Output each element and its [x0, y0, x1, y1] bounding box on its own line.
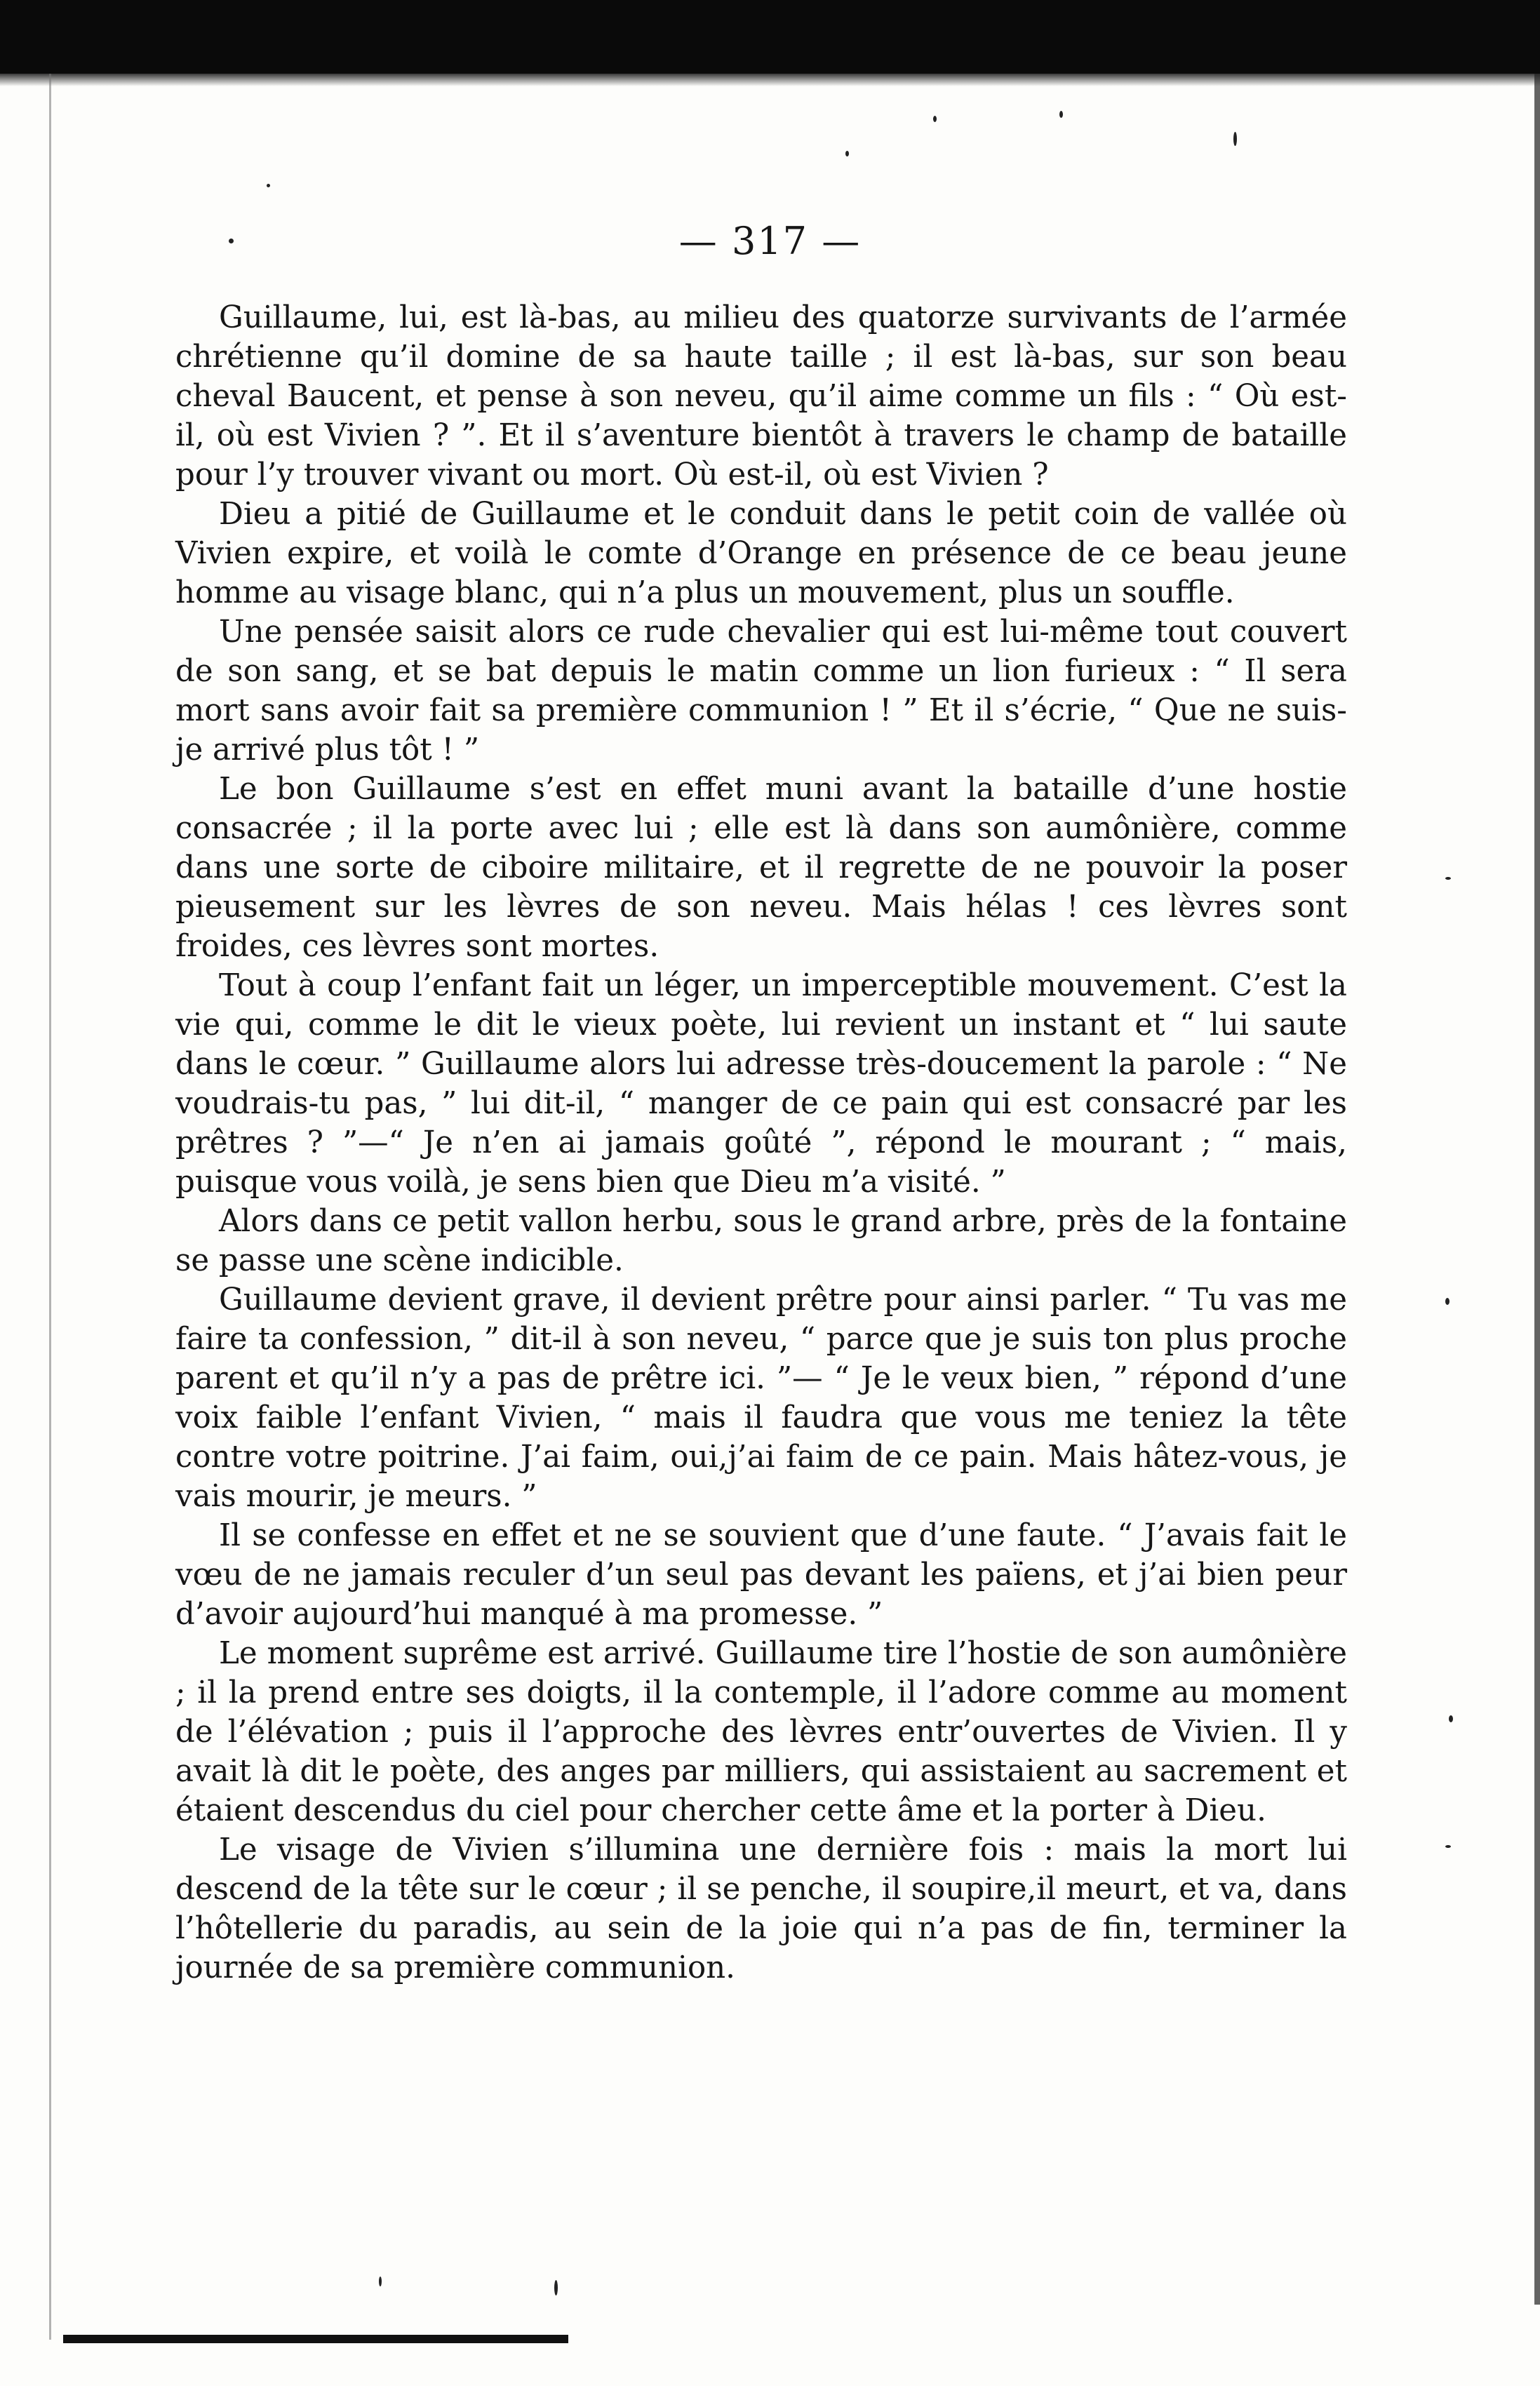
scan-speck [1233, 132, 1237, 146]
paragraph: Le bon Guillaume s’est en effet muni avant la bataille d’une hostie consacrée ; il la porte avec lui ; elle est là dans son aumônière, comme dans une sorte de ciboire militaire, et il regrette de ne pouvoir la poser pieusement sur les lèvres de son neveu. Mais hélas ! ces lèvres sont froides, ces lèvres sont mortes. [175, 772, 1347, 964]
scan-speck [1445, 877, 1451, 880]
paragraph: Il se confesse en effet et ne se souvient que d’une faute. “ J’avais fait le vœu de ne jamais reculer d’un seul pas devant les païens, et j’ai bien peur d’avoir aujourd’hui manqué à ma promesse. ” [175, 1518, 1347, 1632]
paragraph: Guillaume devient grave, il devient prêtre pour ainsi parler. “ Tu vas me faire ta confession, ” dit-il à son neveu, “ parce que je suis ton plus proche parent et qu’il n’y a pas de prêtre ici. ”— “ Je le veux bien, ” répond d’une voix faible l’enfant Vivien, “ mais il faudra que vous me teniez la tête contre votre poitrine. J’ai faim, oui,j’ai faim de ce pain. Mais hâtez-vous, je vais mourir, je meurs. ” [175, 1282, 1347, 1514]
scan-left-edge [49, 74, 51, 2340]
paragraph: Tout à coup l’enfant fait un léger, un imperceptible mouvement. C’est la vie qui, comme le dit le vieux poète, lui revient un instant et “ lui saute dans le cœur. ” Guillaume alors lui adresse très-doucement la parole : “ Ne voudrais-tu pas, ” lui dit-il, “ manger de ce pain qui est consacré par les prêtres ? ”—“ Je n’en ai jamais goûté ”, répond le mourant ; “ mais, puisque vous voilà, je sens bien que Dieu m’a visité. ” [175, 968, 1347, 1200]
scan-bottom-edge [63, 2335, 568, 2343]
scan-speck [1445, 1298, 1449, 1305]
scan-speck [1445, 1845, 1451, 1848]
scan-right-edge [1534, 74, 1540, 2305]
paragraph: Dieu a pitié de Guillaume et le conduit dans le petit coin de vallée où Vivien expire, et voilà le comte d’Orange en présence de ce beau jeune homme au visage blanc, qui n’a plus un mouvement, plus un souffle. [175, 497, 1347, 610]
page-number: — 317 — [678, 219, 862, 263]
scan-speck [267, 184, 270, 187]
paragraph: Le moment suprême est arrivé. Guillaume tire l’hostie de son aumônière ; il la prend entre ses doigts, il la contemple, il l’adore comme au moment de l’élévation ; puis il l’approche des lèvres entr’ouvertes de Vivien. Il y avait là dit le poète, des anges par milliers, qui assistaient au sacrement et étaient descendus du ciel pour chercher cette âme et la porter à Dieu. [175, 1636, 1347, 1828]
paragraph: Une pensée saisit alors ce rude chevalier qui est lui-même tout couvert de son sang, et se bat depuis le matin comme un lion furieux : “ Il sera mort sans avoir fait sa première communion ! ” Et il s’écrie, “ Que ne suis-je arrivé plus tôt ! ” [175, 615, 1347, 768]
scan-speck [379, 2277, 382, 2286]
scan-top-border [0, 0, 1540, 74]
scan-speck [933, 116, 937, 122]
scan-speck [554, 2280, 558, 2295]
scan-speck [845, 151, 849, 156]
scan-speck [1059, 111, 1063, 118]
paragraph: Guillaume, lui, est là-bas, au milieu des quatorze survivants de l’armée chrétienne qu’il domine de sa haute taille ; il est là-bas, sur son beau cheval Baucent, et pense à son neveu, qu’il aime comme un fils : “ Où est-il, où est Vivien ? ”. Et il s’aventure bientôt à travers le champ de bataille pour l’y trouver vivant ou mort. Où est-il, où est Vivien ? [175, 300, 1347, 492]
paragraph: Alors dans ce petit vallon herbu, sous le grand arbre, près de la fontaine se passe une scène indicible. [175, 1204, 1347, 1278]
scan-top-shadow [0, 74, 1540, 86]
body-text [175, 298, 1347, 1988]
scan-speck [1449, 1715, 1453, 1722]
paragraph: Le visage de Vivien s’illumina une dernière fois : mais la mort lui descend de la tête sur le cœur ; il se penche, il soupire,il meurt, et va, dans l’hôtellerie du paradis, au sein de la joie qui n’a pas de fin, terminer la journée de sa première communion. [175, 1832, 1347, 1985]
